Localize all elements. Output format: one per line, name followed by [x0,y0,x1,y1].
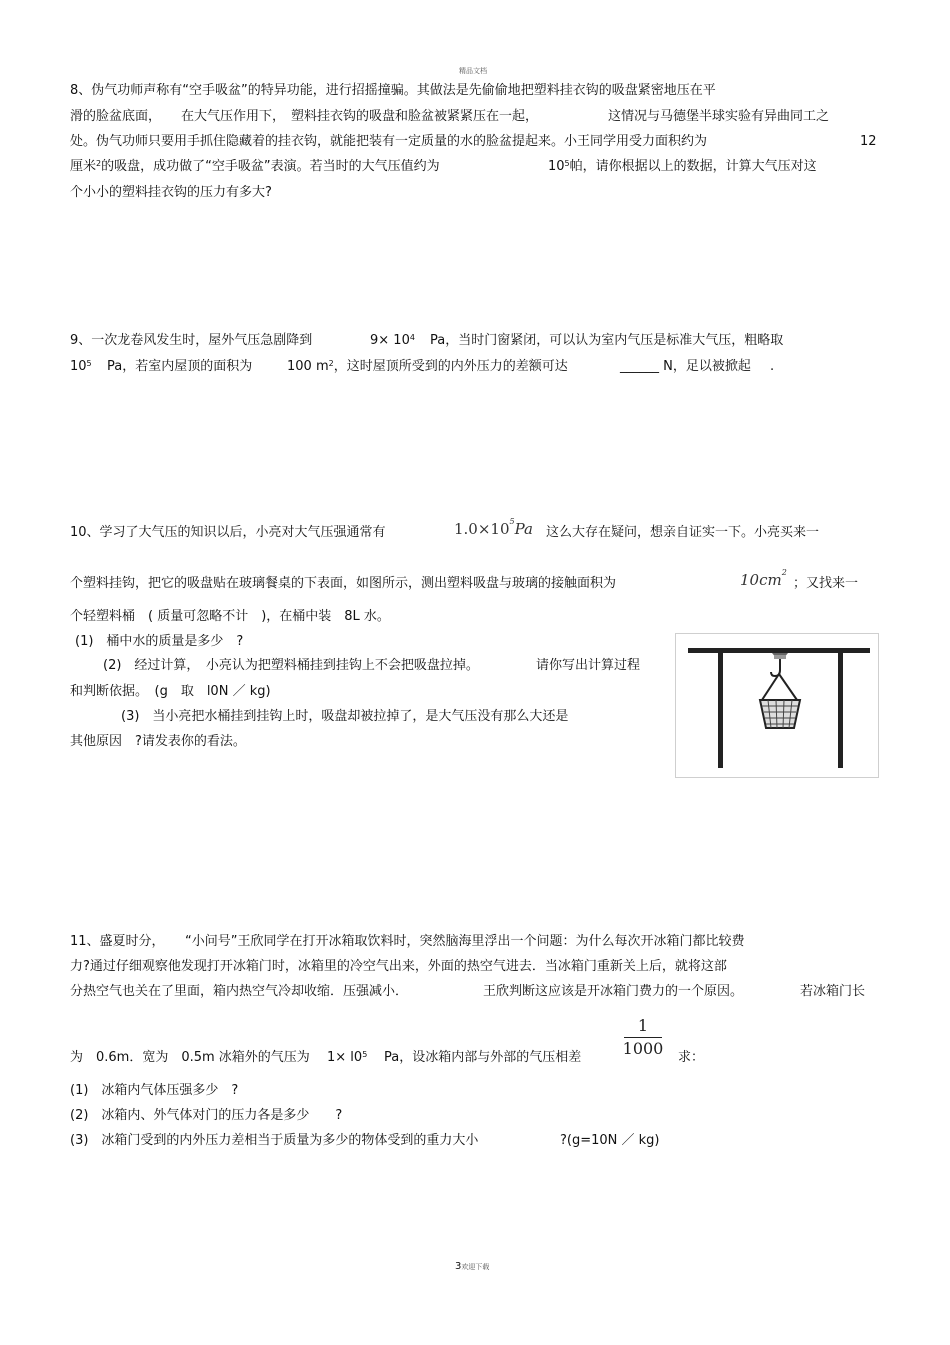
q8-line-1: 8、伪气功师声称有“空手吸盆”的特异功能，进行招摇撞骗。其做法是先偷偷地把塑料挂衣钩的吸盘紧密地压在平 [70,83,716,98]
q9-pressure-base: 9× 10 [370,333,410,348]
q8-unit-cm: 厘米 [70,159,97,174]
q11-line-1a: 11、盛夏时分， [70,934,165,949]
header-watermark: 精品文档 [459,67,487,75]
q11-pressure [327,1049,367,1067]
q9-area-value: 100 m [287,359,329,374]
q10-formula-pressure [454,517,533,538]
q11-fraction-denominator: 1000 [622,1039,664,1058]
q11-sub-2: (2) 冰箱内、外气体对门的压力各是多少 ? [70,1108,343,1123]
q10-formula-base: 1.0×10 [454,520,510,538]
q8-pressure-exp: 5 [564,159,570,168]
q10-sub-2b: 请你写出计算过程 [536,658,641,673]
q11-fraction [622,1015,664,1060]
hook [771,659,780,676]
q9-std-base: 10 [70,359,87,374]
page-footer [455,1261,489,1272]
q8-line-3a: 处。伪气功师只要用手抓住隐藏着的挂衣钩，就能把装有一定质量的水的脸盆提起来。小王同学用受力面积约为 [70,134,708,149]
q8-line-2a: 滑的脸盆底面， [70,109,162,124]
q8-line-4b: 的吸盘，成功做了“空手吸盆”表演。若当时的大气压值约为 [101,159,440,174]
q10-formula-unit: Pa [514,520,533,538]
q11-line-3a: 分热空气也关在了里面，箱内热空气冷却收缩．压强减小． [70,984,409,999]
q11-sub-3a: (3) 冰箱门受到的内外压力差相当于质量为多少的物体受到的重力大小 [70,1133,479,1148]
q10-formula-exp: 5 [509,517,515,526]
q8-line-3b: 12 [860,134,877,149]
q10-area-base: 10cm [740,571,782,589]
q11-pressure-exp: 5 [362,1050,368,1059]
q10-sub-2c: 和判断依据。 (g 取 l0N ／ kg) [70,684,271,699]
q9-line-1a: 9、一次龙卷风发生时，屋外气压急剧降到 [70,333,313,348]
q11-line-4d: 求： [678,1050,705,1065]
page-number: 3 [455,1261,462,1272]
table-top [688,648,870,653]
q9-area [287,358,568,376]
q9-pressure-exp: 4 [409,333,415,342]
q11-line-2: 力?通过仔细观察他发现打开冰箱门时，冰箱里的冷空气出来，外面的热空气进去．当冰箱门重新关上后，就将这部 [70,959,727,974]
q10-line-1b: 这么大存在疑问，想亲自证实一下。小亮买来一 [546,525,820,540]
q11-sub-3b: ?(g=10N ／ kg) [560,1133,660,1148]
q9-area-exp: 2 [328,359,334,368]
page-footer-note: 欢迎下载 [461,1263,490,1271]
q8-line-2c: 塑料挂衣钩的吸盘和脸盆被紧紧压在一起， [291,109,539,124]
table-leg-left [718,653,723,768]
q10-sub-3b: 其他原因 ?请发表你的看法。 [70,734,246,749]
q9-pressure-outside [370,332,415,350]
q11-line-4a: 为 0.6m．宽为 0.5m 冰箱外的气压为 [70,1050,310,1065]
q11-sub-1: (1) 冰箱内气体压强多少 ? [70,1083,239,1098]
q10-sub-3a: (3) 当小亮把水桶挂到挂钩上时，吸盘却被拉掉了，是大气压没有那么大还是 [121,709,569,724]
q9-line-2d: ，这时屋顶所受到的内外压力的差额可达 [333,359,568,374]
q9-std-exp: 5 [86,359,92,368]
q9-period: . [770,359,775,374]
q10-line-2a: 个塑料挂钩，把它的吸盘贴在玻璃餐桌的下表面，如图所示，测出塑料吸盘与玻璃的接触面积为 [70,576,617,591]
suction-hook-figure [675,633,879,778]
q10-line-3: 个轻塑料桶 ( 质量可忽略不计 )，在桶中装 8L 水。 [70,609,390,624]
q9-answer-blank: ______ N，足以被掀起 [620,359,751,374]
q10-line-2b: ；又找来一 [793,576,859,591]
q9-line-1c: Pa，当时门窗紧闭，可以认为室内气压是标准大气压，粗略取 [430,333,784,348]
q8-line-2b: 在大气压作用下， [181,109,286,124]
q8-line-4d: 帕，请你根据以上的数据，计算大气压对这 [569,159,817,174]
q10-sub-1: (1) 桶中水的质量是多少 ? [75,634,244,649]
q11-fraction-numerator: 1 [637,1016,649,1035]
q9-line-2b: Pa，若室内屋顶的面积为 [107,359,253,374]
q10-area-exp: 2 [781,568,787,577]
q8-unit-sup: 2 [96,159,102,168]
q11-line-3b: 王欣判断这应该是开冰箱门费力的一个原因。 [483,984,744,999]
basket-handle [762,674,797,700]
q10-sub-2a: (2) 经过计算， 小亮认为把塑料桶挂到挂钩上不会把吸盘拉掉。 [103,658,479,673]
q11-pressure-base: 1× l0 [327,1050,363,1065]
table-leg-right [838,653,843,768]
q8-line-5: 个小小的塑料挂衣钩的压力有多大? [70,185,272,200]
q11-line-3c: 若冰箱门长 [800,984,866,999]
q11-line-4c: Pa，设冰箱内部与外部的气压相差 [384,1050,582,1065]
q10-line-1a: 10、学习了大气压的知识以后，小亮对大气压强通常有 [70,525,386,540]
q11-line-1b: “小问号”王欣同学在打开冰箱取饮料时，突然脑海里浮出一个问题：为什么每次开冰箱门都比较费 [185,934,745,949]
q8-line-2d: 这情况与马德堡半球实验有异曲同工之 [608,109,830,124]
q8-pressure-base: 10 [548,159,565,174]
q10-formula-area [740,568,787,589]
suction-hook-illustration [676,634,878,777]
q8-line-4 [70,158,440,176]
q9-standard-pressure [70,358,92,376]
suction-cup-base [774,655,786,659]
q8-line-4c [548,158,817,176]
